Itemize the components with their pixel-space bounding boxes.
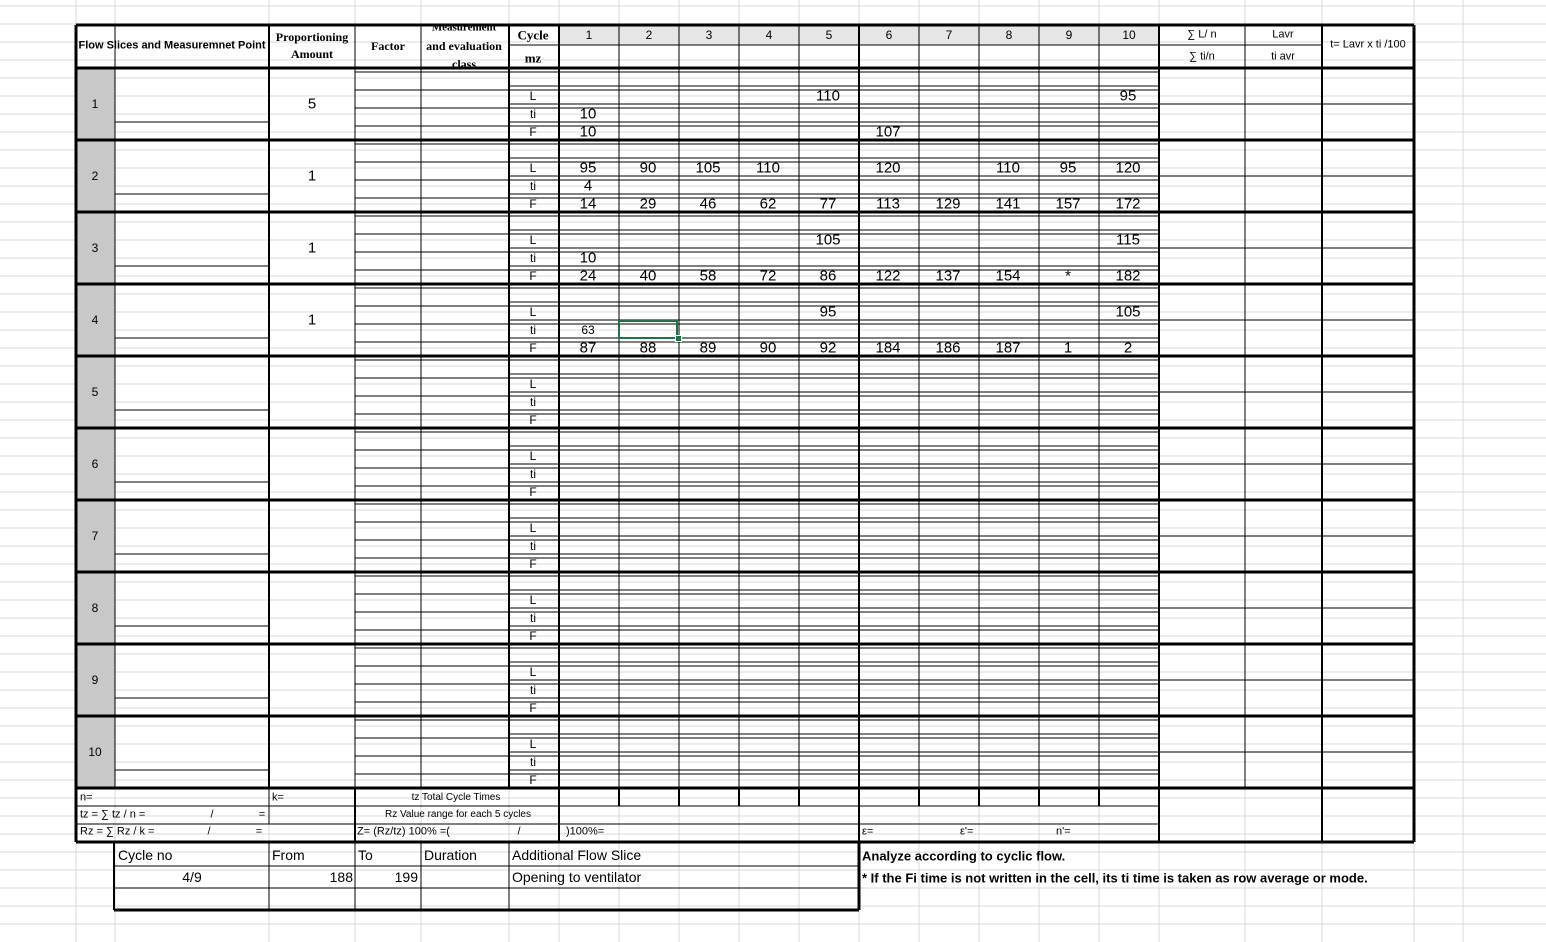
cell-F-cycle-5[interactable]: 86 — [819, 267, 837, 285]
row-label-L: L — [529, 377, 537, 391]
cell-ti-cycle-1[interactable]: 10 — [579, 249, 597, 267]
measurement-header-3: class — [452, 57, 476, 71]
cell-F-cycle-9[interactable]: 1 — [1063, 339, 1073, 357]
cycle-number-4: 4 — [765, 28, 773, 42]
cell-L-cycle-1[interactable]: 95 — [579, 159, 597, 177]
cycle-number-5: 5 — [825, 28, 833, 42]
cell-F-cycle-5[interactable]: 92 — [819, 339, 837, 357]
slice-number: 3 — [91, 241, 99, 255]
cell-ti-cycle-1[interactable]: 10 — [579, 105, 597, 123]
row-label-F: F — [529, 629, 537, 643]
row-label-F: F — [529, 125, 537, 139]
cycle-header: Cycle — [517, 27, 549, 43]
slice-number: 4 — [91, 313, 99, 327]
duration-label: Duration — [424, 847, 477, 863]
cell-L-cycle-2[interactable]: 90 — [639, 159, 657, 177]
cell-L-cycle-5[interactable]: 95 — [819, 303, 837, 321]
row-label-L: L — [529, 161, 537, 175]
row-label-L: L — [529, 233, 537, 247]
cell-F-cycle-5[interactable]: 77 — [819, 195, 837, 213]
proportioning-amount[interactable]: 1 — [307, 311, 317, 329]
flow-slices-header: Flow Slices and Measuremnet Point — [78, 39, 266, 52]
cell-L-cycle-6[interactable]: 120 — [875, 159, 901, 177]
row-label-F: F — [529, 341, 537, 355]
row-label-ti: ti — [530, 251, 536, 265]
tz-label: tz Total Cycle Times — [411, 792, 501, 803]
row-label-F: F — [529, 197, 537, 211]
row-label-F: F — [529, 485, 537, 499]
cell-F-cycle-1[interactable]: 14 — [579, 195, 597, 213]
cell-L-cycle-10[interactable]: 115 — [1116, 231, 1140, 249]
cell-F-cycle-8[interactable]: 187 — [995, 339, 1021, 357]
lavr-header: Lavr — [1272, 28, 1294, 41]
n-prime-label: n'= — [1056, 825, 1071, 838]
t-formula-header: t= Lavr x ti /100 — [1330, 38, 1406, 51]
sum-l-header: ∑ L/ n — [1187, 28, 1217, 41]
slice-number: 6 — [91, 457, 99, 471]
measurement-header-1: Measurement — [431, 21, 497, 34]
slice-number: 7 — [91, 529, 99, 543]
cell-F-cycle-3[interactable]: 46 — [699, 195, 717, 213]
tz-equals: = — [258, 808, 266, 821]
z-result: )100%= — [566, 825, 605, 838]
cell-F-cycle-3[interactable]: 89 — [699, 339, 717, 357]
cell-F-cycle-7[interactable]: 137 — [935, 267, 961, 285]
additional-flow-slice-label: Additional Flow Slice — [512, 847, 642, 863]
tz-slash: / — [210, 808, 214, 821]
to-label: To — [358, 847, 373, 863]
cell-F-cycle-10[interactable]: 2 — [1123, 339, 1133, 357]
cycle-no-label: Cycle no — [118, 847, 173, 863]
cell-F-cycle-7[interactable]: 186 — [935, 339, 961, 357]
tz-formula: tz = ∑ tz / n = — [80, 808, 146, 821]
cycle-number-6: 6 — [885, 28, 893, 42]
row-label-F: F — [529, 701, 537, 715]
cell-L-cycle-9[interactable]: 95 — [1059, 159, 1077, 177]
cell-F-cycle-6[interactable]: 113 — [876, 195, 900, 213]
cell-F-cycle-6[interactable]: 184 — [875, 339, 901, 357]
cell-ti-cycle-1[interactable]: 4 — [583, 177, 593, 195]
z-formula: Z= (Rz/tz) 100% =( — [357, 825, 450, 838]
row-label-ti: ti — [530, 179, 536, 193]
cell-F-cycle-10[interactable]: 172 — [1115, 195, 1141, 213]
cell-F-cycle-8[interactable]: 141 — [995, 195, 1021, 213]
row-label-L: L — [529, 737, 537, 751]
row-label-L: L — [529, 305, 537, 319]
cell-ti-cycle-1[interactable]: 63 — [581, 323, 595, 337]
cell-F-cycle-2[interactable]: 88 — [639, 339, 657, 357]
row-label-L: L — [529, 89, 537, 103]
from-value[interactable]: 188 — [329, 869, 353, 885]
cell-F-cycle-6[interactable]: 107 — [875, 123, 901, 141]
from-label: From — [272, 847, 305, 863]
slice-number: 10 — [88, 745, 102, 759]
cell-L-cycle-8[interactable]: 110 — [996, 159, 1020, 177]
slice-number: 5 — [91, 385, 99, 399]
proportioning-header-2: Amount — [290, 47, 334, 61]
proportioning-amount[interactable]: 5 — [307, 95, 317, 113]
slice-number: 1 — [91, 97, 99, 111]
fill-handle[interactable] — [675, 335, 682, 342]
row-label-L: L — [529, 665, 537, 679]
measurement-header-2: and evaluation — [426, 39, 502, 53]
slice-number: 2 — [91, 169, 99, 183]
cell-F-cycle-1[interactable]: 10 — [579, 123, 597, 141]
cycle-number-2: 2 — [645, 28, 653, 42]
proportioning-amount[interactable]: 1 — [307, 167, 317, 185]
selected-cell[interactable] — [618, 320, 678, 339]
cell-F-cycle-1[interactable]: 87 — [579, 339, 597, 357]
proportioning-header-1: Proportioning — [275, 30, 349, 44]
cell-F-cycle-10[interactable]: 182 — [1115, 267, 1141, 285]
row-label-L: L — [529, 449, 537, 463]
cell-L-cycle-4[interactable]: 110 — [756, 159, 780, 177]
ti-avr-header: ti avr — [1271, 50, 1295, 63]
cycle-number-8: 8 — [1005, 28, 1013, 42]
slice-number: 8 — [91, 601, 99, 615]
cycle-no-value[interactable]: 4/9 — [182, 869, 202, 885]
proportioning-amount[interactable]: 1 — [307, 239, 317, 257]
row-label-ti: ti — [530, 755, 536, 769]
cell-F-cycle-1[interactable]: 24 — [579, 267, 597, 285]
factor-header: Factor — [371, 39, 405, 53]
k-label: k= — [272, 791, 284, 804]
cell-L-cycle-5[interactable]: 110 — [816, 87, 840, 105]
cell-L-cycle-10[interactable]: 120 — [1115, 159, 1141, 177]
cycle-number-3: 3 — [705, 28, 713, 42]
row-label-ti: ti — [530, 683, 536, 697]
cell-F-cycle-2[interactable]: 29 — [639, 195, 657, 213]
cycle-number-9: 9 — [1065, 28, 1073, 42]
cell-F-cycle-9[interactable]: 157 — [1055, 195, 1081, 213]
n-label: n= — [80, 791, 93, 804]
row-label-F: F — [529, 413, 537, 427]
row-label-ti: ti — [530, 467, 536, 481]
row-label-F: F — [529, 557, 537, 571]
cell-L-cycle-3[interactable]: 105 — [695, 159, 721, 177]
cell-L-cycle-5[interactable]: 105 — [815, 231, 841, 249]
rz-formula: Rz = ∑ Rz / k = — [80, 825, 155, 838]
cell-L-cycle-10[interactable]: 95 — [1119, 87, 1137, 105]
rz-slash: / — [207, 825, 211, 838]
note-fi-time: * If the Fi time is not written in the cell, its ti time is taken as row average or mode. — [862, 870, 1368, 886]
cell-F-cycle-6[interactable]: 122 — [875, 267, 901, 285]
mz-header: mz — [524, 50, 542, 66]
row-label-ti: ti — [530, 323, 536, 337]
sum-ti-header: ∑ ti/n — [1189, 50, 1215, 63]
cycle-number-1: 1 — [585, 28, 593, 42]
cell-F-cycle-4[interactable]: 62 — [759, 195, 777, 213]
slice-number: 9 — [91, 673, 99, 687]
row-label-F: F — [529, 773, 537, 787]
note-analyze: Analyze according to cyclic flow. — [862, 848, 1066, 864]
epsilon-prime-label: ε'= — [960, 825, 974, 838]
epsilon-label: ε= — [862, 825, 874, 838]
additional-flow-slice-value[interactable]: Opening to ventilator — [512, 869, 642, 885]
cell-L-cycle-10[interactable]: 105 — [1115, 303, 1141, 321]
row-label-ti: ti — [530, 107, 536, 121]
row-label-F: F — [529, 269, 537, 283]
rz-equals: = — [255, 825, 263, 838]
cycle-number-7: 7 — [945, 28, 953, 42]
cell-F-cycle-7[interactable]: 129 — [935, 195, 961, 213]
cycle-number-10: 10 — [1122, 28, 1136, 42]
cell-F-cycle-4[interactable]: 90 — [759, 339, 777, 357]
cell-F-cycle-4[interactable]: 72 — [759, 267, 777, 285]
z-slash: / — [517, 825, 521, 838]
row-label-L: L — [529, 521, 537, 535]
rz-range-label: Rz Value range for each 5 cycles — [384, 809, 532, 820]
to-value[interactable]: 199 — [394, 869, 418, 885]
cell-F-cycle-9[interactable]: * — [1065, 267, 1071, 285]
row-label-L: L — [529, 593, 537, 607]
cell-F-cycle-2[interactable]: 40 — [639, 267, 657, 285]
row-label-ti: ti — [530, 611, 536, 625]
row-label-ti: ti — [530, 395, 536, 409]
cell-F-cycle-3[interactable]: 58 — [699, 267, 717, 285]
cell-F-cycle-8[interactable]: 154 — [995, 267, 1021, 285]
row-label-ti: ti — [530, 539, 536, 553]
